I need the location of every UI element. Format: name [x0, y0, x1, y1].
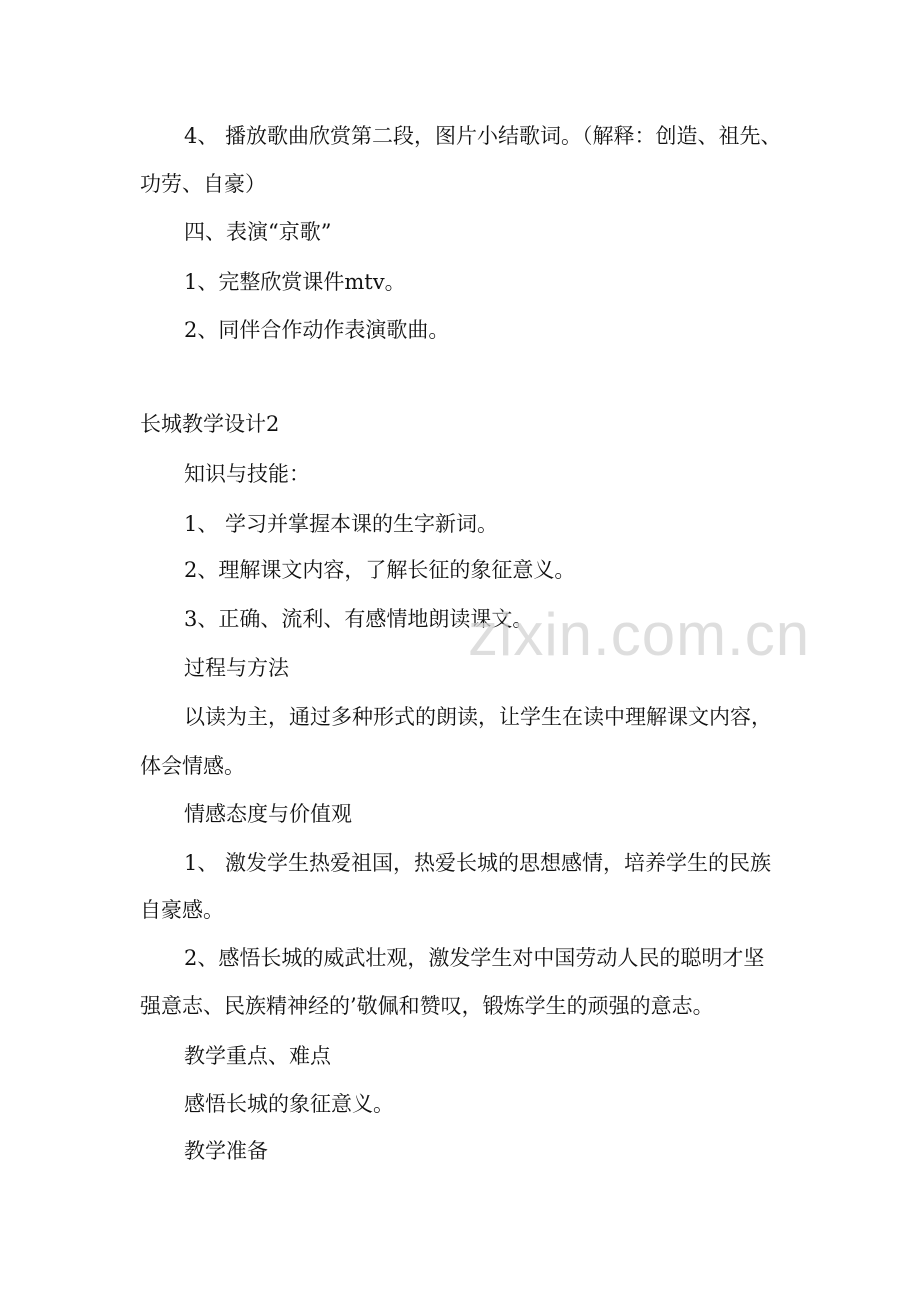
paragraph-line: 强意志、民族精神经的’敬佩和赞叹，锻炼学生的顽强的意志。 [140, 994, 714, 1018]
document-title: 长城教学设计2 [140, 412, 280, 436]
paragraph-line: 体会情感。 [140, 754, 245, 778]
paragraph-line: 以读为主，通过多种形式的朗读，让学生在读中理解课文内容， [184, 705, 772, 729]
list-item: 2、理解课文内容，了解长征的象征意义。 [184, 558, 576, 582]
paragraph-line: 4、 播放歌曲欣赏第二段，图片小结歌词。（解释：创造、祖先、 [184, 124, 782, 148]
watermark: zixin.com.cn [468, 601, 811, 668]
section-heading: 知识与技能： [184, 462, 310, 486]
section-heading: 教学准备 [184, 1139, 268, 1163]
paragraph-line: 2、同伴合作动作表演歌曲。 [184, 318, 450, 342]
section-heading: 情感态度与价值观 [184, 802, 352, 826]
list-item: 2、感悟长城的威武壮观，激发学生对中国劳动人民的聪明才坚 [184, 946, 765, 970]
section-heading: 四、表演“京歌” [184, 220, 332, 244]
list-item: 1、 激发学生热爱祖国，热爱长城的思想感情，培养学生的民族 [184, 851, 772, 875]
paragraph-line: 感悟长城的象征意义。 [184, 1092, 394, 1116]
list-item: 1、 学习并掌握本课的生字新词。 [184, 512, 499, 536]
paragraph-line: 自豪感。 [140, 898, 224, 922]
paragraph-line: 1、完整欣赏课件mtv。 [184, 270, 406, 294]
list-item: 3、正确、流利、有感情地朗读课文。 [184, 607, 534, 631]
paragraph-line: 功劳、自豪） [140, 172, 266, 196]
section-heading: 教学重点、难点 [184, 1044, 331, 1068]
section-heading: 过程与方法 [184, 656, 289, 680]
